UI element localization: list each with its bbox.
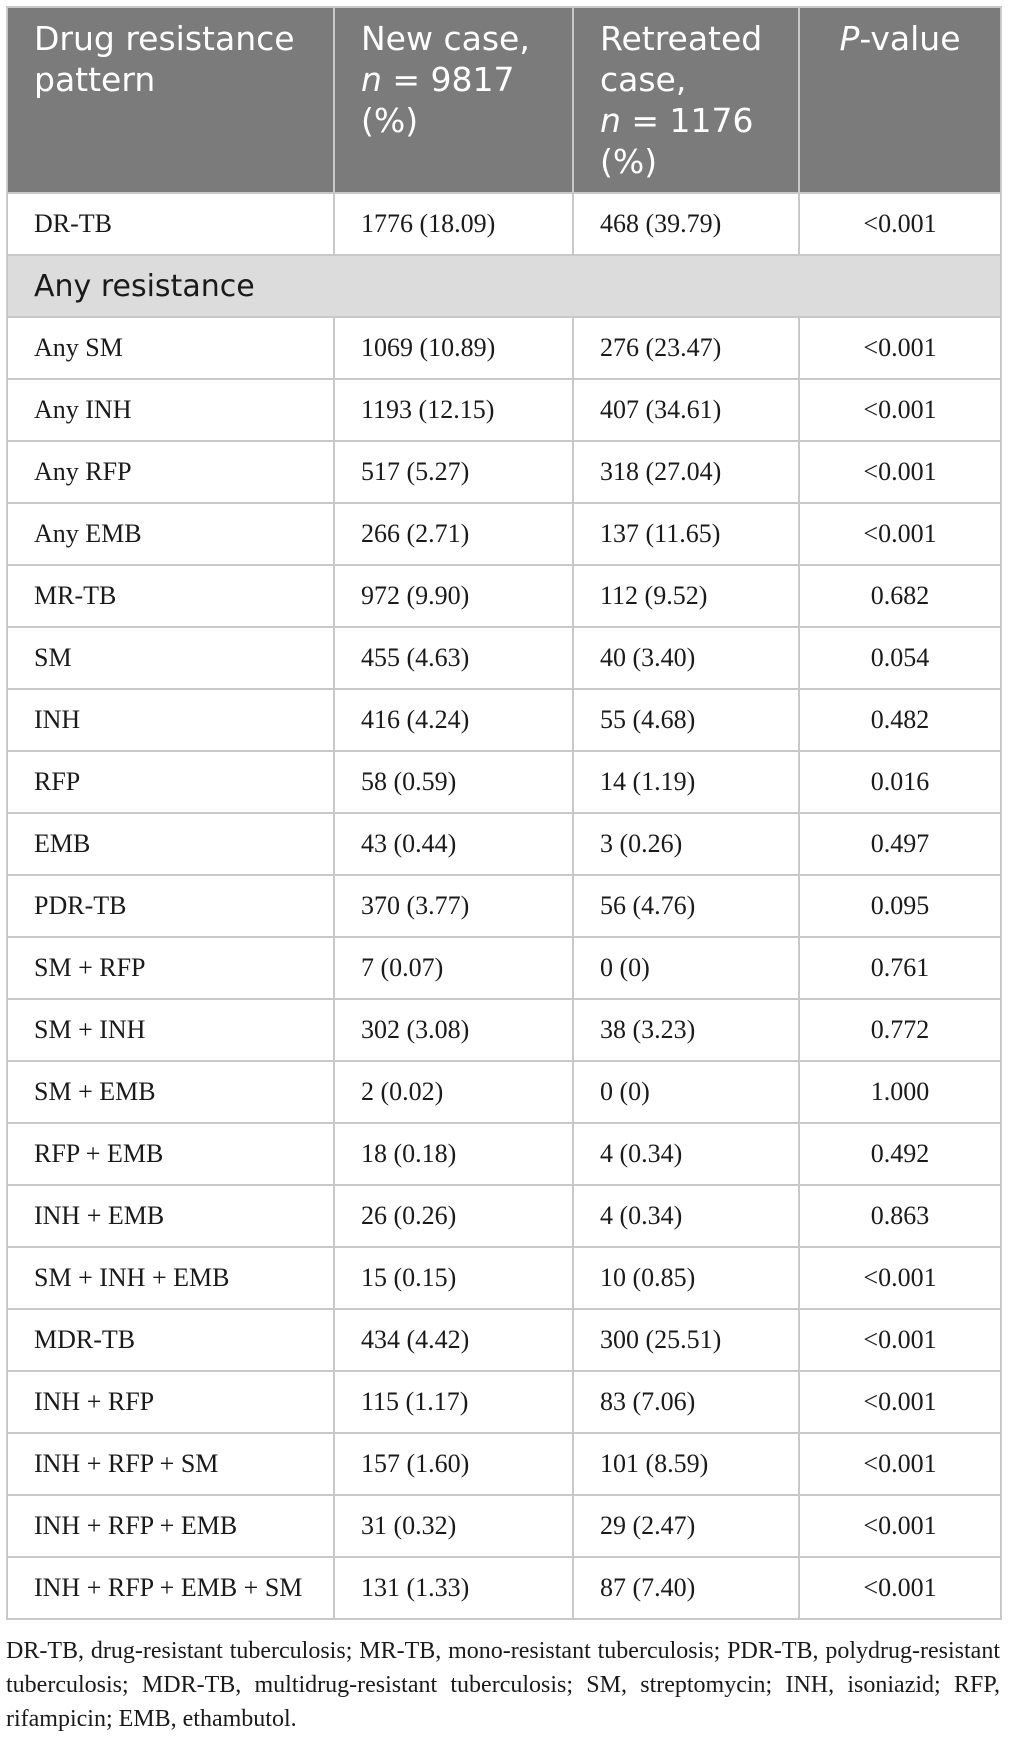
table-row — [7, 1247, 1001, 1309]
table-row — [7, 937, 1001, 999]
cell-pattern: SM + INH — [7, 999, 334, 1061]
cell-retreated-case: 300 (25.51) — [573, 1309, 799, 1371]
cell-p-value: 0.482 — [799, 689, 1001, 751]
cell-new-case: 1193 (12.15) — [334, 379, 573, 441]
table-row — [7, 379, 1001, 441]
cell-new-case: 1069 (10.89) — [334, 317, 573, 379]
cell-retreated-case: 0 (0) — [573, 937, 799, 999]
cell-retreated-case: 4 (0.34) — [573, 1123, 799, 1185]
cell-p-value: <0.001 — [799, 1557, 1001, 1619]
cell-pattern: INH + RFP — [7, 1371, 334, 1433]
cell-p-value: <0.001 — [799, 1495, 1001, 1557]
cell-retreated-case: 276 (23.47) — [573, 317, 799, 379]
cell-new-case: 26 (0.26) — [334, 1185, 573, 1247]
table-row — [7, 689, 1001, 751]
cell-pattern: Any SM — [7, 317, 334, 379]
cell-new-case: 7 (0.07) — [334, 937, 573, 999]
cell-pattern: RFP — [7, 751, 334, 813]
cell-pattern: Any RFP — [7, 441, 334, 503]
table-row — [7, 875, 1001, 937]
cell-retreated-case: 10 (0.85) — [573, 1247, 799, 1309]
header-drug-resistance-pattern: Drug resistance pattern — [7, 7, 334, 193]
cell-pattern: SM + RFP — [7, 937, 334, 999]
cell-pattern: INH — [7, 689, 334, 751]
cell-retreated-case: 3 (0.26) — [573, 813, 799, 875]
cell-p-value: <0.001 — [799, 379, 1001, 441]
cell-new-case: 455 (4.63) — [334, 627, 573, 689]
table-row — [7, 317, 1001, 379]
cell-p-value: <0.001 — [799, 193, 1001, 255]
cell-pattern: INH + RFP + EMB + SM — [7, 1557, 334, 1619]
section-label: Any resistance — [7, 255, 1001, 317]
cell-p-value: <0.001 — [799, 317, 1001, 379]
cell-new-case: 2 (0.02) — [334, 1061, 573, 1123]
table-row — [7, 441, 1001, 503]
drug-resistance-table — [6, 6, 1002, 1620]
table-row — [7, 813, 1001, 875]
cell-new-case: 43 (0.44) — [334, 813, 573, 875]
cell-p-value: <0.001 — [799, 1371, 1001, 1433]
cell-pattern: SM + INH + EMB — [7, 1247, 334, 1309]
cell-pattern: INH + EMB — [7, 1185, 334, 1247]
cell-pattern: Any EMB — [7, 503, 334, 565]
cell-retreated-case: 14 (1.19) — [573, 751, 799, 813]
cell-new-case: 31 (0.32) — [334, 1495, 573, 1557]
cell-new-case: 416 (4.24) — [334, 689, 573, 751]
cell-p-value: 0.054 — [799, 627, 1001, 689]
cell-p-value: <0.001 — [799, 1309, 1001, 1371]
cell-p-value: <0.001 — [799, 503, 1001, 565]
cell-retreated-case: 56 (4.76) — [573, 875, 799, 937]
cell-p-value: <0.001 — [799, 1247, 1001, 1309]
cell-p-value: 0.095 — [799, 875, 1001, 937]
header-new-case: New case, n = 9817 (%) — [334, 7, 573, 193]
cell-p-value: <0.001 — [799, 1433, 1001, 1495]
cell-pattern: DR-TB — [7, 193, 334, 255]
table-footnote: DR-TB, drug-resistant tuberculosis; MR-TB, mono-resistant tuberculosis; PDR-TB, polydrug-resistant tuberculosis; MDR-TB, multidrug-resistant tuberculosis; SM, streptomycin; INH, isoniazid; RFP, rifampicin; EMB, ethambutol. — [6, 1638, 1000, 1732]
cell-p-value: 0.863 — [799, 1185, 1001, 1247]
cell-new-case: 115 (1.17) — [334, 1371, 573, 1433]
table-row — [7, 1185, 1001, 1247]
cell-pattern: SM — [7, 627, 334, 689]
cell-p-value: 0.761 — [799, 937, 1001, 999]
cell-p-value: 0.772 — [799, 999, 1001, 1061]
cell-new-case: 18 (0.18) — [334, 1123, 573, 1185]
table-row — [7, 1371, 1001, 1433]
table-row — [7, 1123, 1001, 1185]
cell-retreated-case: 407 (34.61) — [573, 379, 799, 441]
table-row — [7, 565, 1001, 627]
table-row — [7, 1433, 1001, 1495]
table-row — [7, 627, 1001, 689]
table-row — [7, 1309, 1001, 1371]
cell-new-case: 370 (3.77) — [334, 875, 573, 937]
cell-new-case: 131 (1.33) — [334, 1557, 573, 1619]
cell-pattern: INH + RFP + SM — [7, 1433, 334, 1495]
cell-retreated-case: 87 (7.40) — [573, 1557, 799, 1619]
cell-new-case: 157 (1.60) — [334, 1433, 573, 1495]
cell-new-case: 517 (5.27) — [334, 441, 573, 503]
cell-new-case: 972 (9.90) — [334, 565, 573, 627]
table-row — [7, 1557, 1001, 1619]
header-retreated-case: Retreated case, n = 1176 (%) — [573, 7, 799, 193]
section-row — [7, 255, 1001, 317]
cell-new-case: 15 (0.15) — [334, 1247, 573, 1309]
cell-pattern: PDR-TB — [7, 875, 334, 937]
cell-new-case: 266 (2.71) — [334, 503, 573, 565]
header-p-value: P-value — [799, 7, 1001, 193]
cell-p-value: <0.001 — [799, 441, 1001, 503]
cell-retreated-case: 83 (7.06) — [573, 1371, 799, 1433]
cell-retreated-case: 318 (27.04) — [573, 441, 799, 503]
cell-new-case: 58 (0.59) — [334, 751, 573, 813]
cell-p-value: 1.000 — [799, 1061, 1001, 1123]
cell-pattern: MDR-TB — [7, 1309, 334, 1371]
header-row — [7, 7, 1001, 193]
cell-new-case: 434 (4.42) — [334, 1309, 573, 1371]
cell-retreated-case: 137 (11.65) — [573, 503, 799, 565]
table-container — [6, 6, 1000, 1620]
cell-retreated-case: 101 (8.59) — [573, 1433, 799, 1495]
table-row — [7, 1495, 1001, 1557]
cell-retreated-case: 55 (4.68) — [573, 689, 799, 751]
cell-pattern: INH + RFP + EMB — [7, 1495, 334, 1557]
table-row — [7, 193, 1001, 255]
cell-p-value: 0.497 — [799, 813, 1001, 875]
cell-new-case: 302 (3.08) — [334, 999, 573, 1061]
table-row — [7, 503, 1001, 565]
cell-retreated-case: 29 (2.47) — [573, 1495, 799, 1557]
cell-pattern: RFP + EMB — [7, 1123, 334, 1185]
table-row — [7, 751, 1001, 813]
cell-retreated-case: 112 (9.52) — [573, 565, 799, 627]
cell-pattern: SM + EMB — [7, 1061, 334, 1123]
cell-p-value: 0.492 — [799, 1123, 1001, 1185]
cell-p-value: 0.682 — [799, 565, 1001, 627]
cell-new-case: 1776 (18.09) — [334, 193, 573, 255]
cell-pattern: EMB — [7, 813, 334, 875]
cell-p-value: 0.016 — [799, 751, 1001, 813]
cell-retreated-case: 38 (3.23) — [573, 999, 799, 1061]
table-row — [7, 1061, 1001, 1123]
cell-pattern: MR-TB — [7, 565, 334, 627]
cell-pattern: Any INH — [7, 379, 334, 441]
cell-retreated-case: 4 (0.34) — [573, 1185, 799, 1247]
table-row — [7, 999, 1001, 1061]
cell-retreated-case: 0 (0) — [573, 1061, 799, 1123]
cell-retreated-case: 468 (39.79) — [573, 193, 799, 255]
cell-retreated-case: 40 (3.40) — [573, 627, 799, 689]
